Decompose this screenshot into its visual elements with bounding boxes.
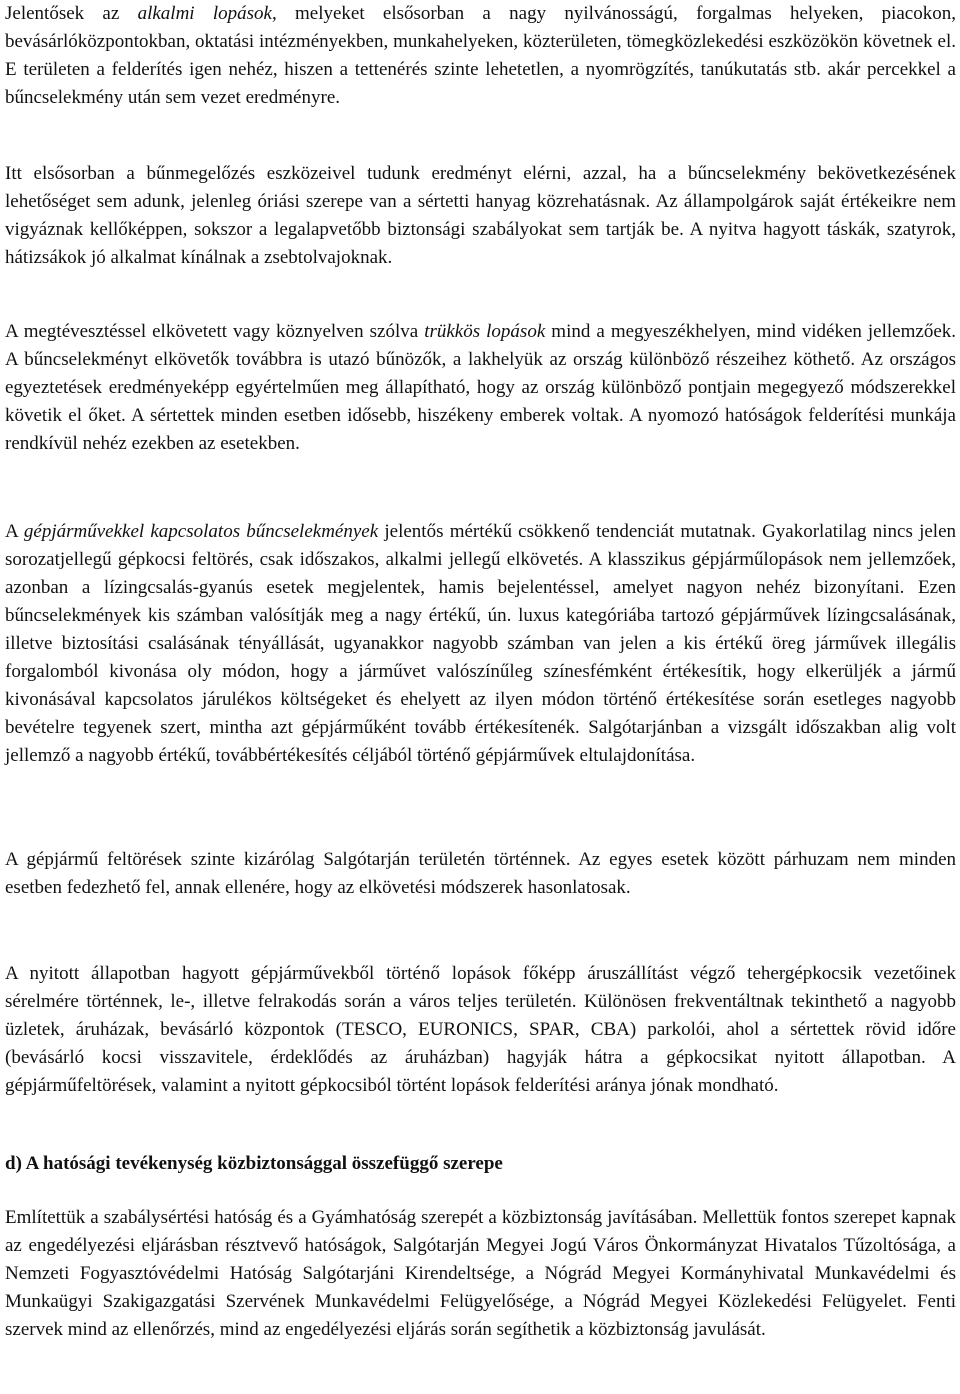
paragraph-text: A megtévesztéssel elkövetett vagy köznyelven szólva <box>5 321 425 342</box>
paragraph-alkalmi-lopasok <box>5 0 956 112</box>
paragraph-nyitott-gepjarmu-lopasok: A nyitott állapotban hagyott gépjárművekből történő lopások főképp áruszállítást végző tehergépkocsik vezetőinek sérelmére történnek, le-, illetve felrakodás során a város teljes területén. Különösen frekventáltnak tekinthető a nagyobb üzletek, áruházak, bevásárló központok (TESCO, EURONICS, SPAR, CBA) parkolói, ahol a sértettek rövid időre (bevásárló kocsi visszavitele, érdeklődés az áruházban) hagyják hátra a gépkocsikat nyitott állapotban. A gépjárműfeltörések, valamint a nyitott gépkocsiból történt lopások felderítési aránya jónak mondható. <box>5 963 956 1096</box>
paragraph-hatosagi-tevekenyseg: Említettük a szabálysértési hatóság és a Gyámhatóság szerepét a közbiztonság javításában. Mellettük fontos szerepet kapnak az engedélyezési eljárásban résztvevő hatóságok, Salgótarján Megyei Jogú Város Önkormányzat Hivatalos Tűzoltósága, a Nemzeti Fogyasztóvédelmi Hatóság Salgótarjáni Kirendeltsége, a Nógrád Megyei Kormányhivatal Munkavédelmi és Munkaügyi Szakigazgatási Szervének Munkavédelmi Felügyelősége, a Nógrád Megyei Közlekedési Felügyelet. Fenti szervek mind az ellenőrzés, mind az engedélyezési eljárás során segíthetik a közbiztonság javulását. <box>5 1207 956 1340</box>
emphasis-term: gépjárművekkel kapcsolatos bűncselekmények <box>23 521 379 542</box>
paragraph-text: jelentős mértékű csökkenő tendenciát mutatnak. Gyakorlatilag nincs jelen sorozatjellegű gépkocsi feltörés, csak időszakos, alkalmi jellegű elkövetés. A klasszikus gépjárműlopások nem jellemzőek, azonban a lízingcsalás-gyanús esetek megjelentek, hamis bejelentéssel, amelyet nagyon nehéz bizonyítani. Ezen bűncselekmények kis számban valósítják meg a nagy értékű, ún. luxus kategóriába tartozó gépjárművek lízingcsalásának, illetve biztosítási csalásának tényállását, ugyanakkor nagyobb számban van jelen a kis értékű öreg járművek illegális forgalomból kivonása oly módon, hogy a járművet valószínűleg színesfémként értékesítik, hogy elkerüljék a jármű kivonásával kapcsolatos járulékos költségeket és ehelyett az ilyen módon történő értékesítése során esetleges nagyobb bevételre tegyenek szert, mintha azt gépjárműként tovább értékesítenék. Salgótarjánban a vizsgált időszakban alig volt jellemző a nagyobb értékű, továbbértékesítés céljából történő gépjárművek eltulajdonítása. <box>5 521 956 766</box>
paragraph-text: , melyeket elsősorban a nagy nyilvánosságú, forgalmas helyeken, piacokon, bevásárlóközpontokban, oktatási intézményekben, munkahelyeken, közterületen, tömegközlekedési eszközökön követnek el. E területen a felderítés igen nehéz, hiszen a tettenérés szinte lehetetlen, a nyomrögzítés, tanúkutatás stb. akár percekkel a bűncselekmény után sem vezet eredményre. <box>5 3 956 108</box>
paragraph-gepjarmu-feltoresek: A gépjármű feltörések szinte kizárólag Salgótarján területén történnek. Az egyes esetek között párhuzam nem minden esetben fedezhető fel, annak ellenére, hogy az elkövetési módszerek hasonlatosak. <box>5 849 956 898</box>
paragraph-trukkos-lopasok <box>5 318 956 458</box>
section-heading: d) A hatósági tevékenység közbiztonsággal összefüggő szerepe <box>5 1153 503 1174</box>
paragraph-text: A <box>5 521 24 542</box>
paragraph-text: mind a megyeszékhelyen, mind vidéken jellemzőek. A bűncselekményt elkövetők továbbra is utazó bűnözők, a lakhelyük az ország különböző részeihez köthető. Az országos egyeztetések eredményeképp egyértelműen meg állapítható, hogy az ország különböző pontjain megegyező módszerekkel követik el őket. A sértettek minden esetben idősebb, hiszékeny emberek voltak. A nyomozó hatóságok felderítési munkája rendkívül nehéz ezekben az esetekben. <box>5 321 957 454</box>
paragraph-text: Jelentősek az <box>5 3 138 24</box>
paragraph-gepjarmu-bucselekmenyek <box>5 518 956 770</box>
emphasis-term: alkalmi lopások <box>137 3 272 24</box>
paragraph-bunmegelozes: Itt elsősorban a bűnmegelőzés eszközeivel tudunk eredményt elérni, azzal, ha a bűncselekmény bekövetkezésének lehetőséget sem adunk, jelenleg óriási szerepe van a sértetti hanyag közrehatásnak. Az állampolgárok saját értékeikre nem vigyáznak kellőképpen, sokszor a legalapvetőbb biztonsági szabályokat sem tartják be. A nyitva hagyott táskák, szatyrok, hátizsákok jó alkalmat kínálnak a zsebtolvajoknak. <box>5 163 956 268</box>
emphasis-term: trükkös lopások <box>424 321 546 342</box>
